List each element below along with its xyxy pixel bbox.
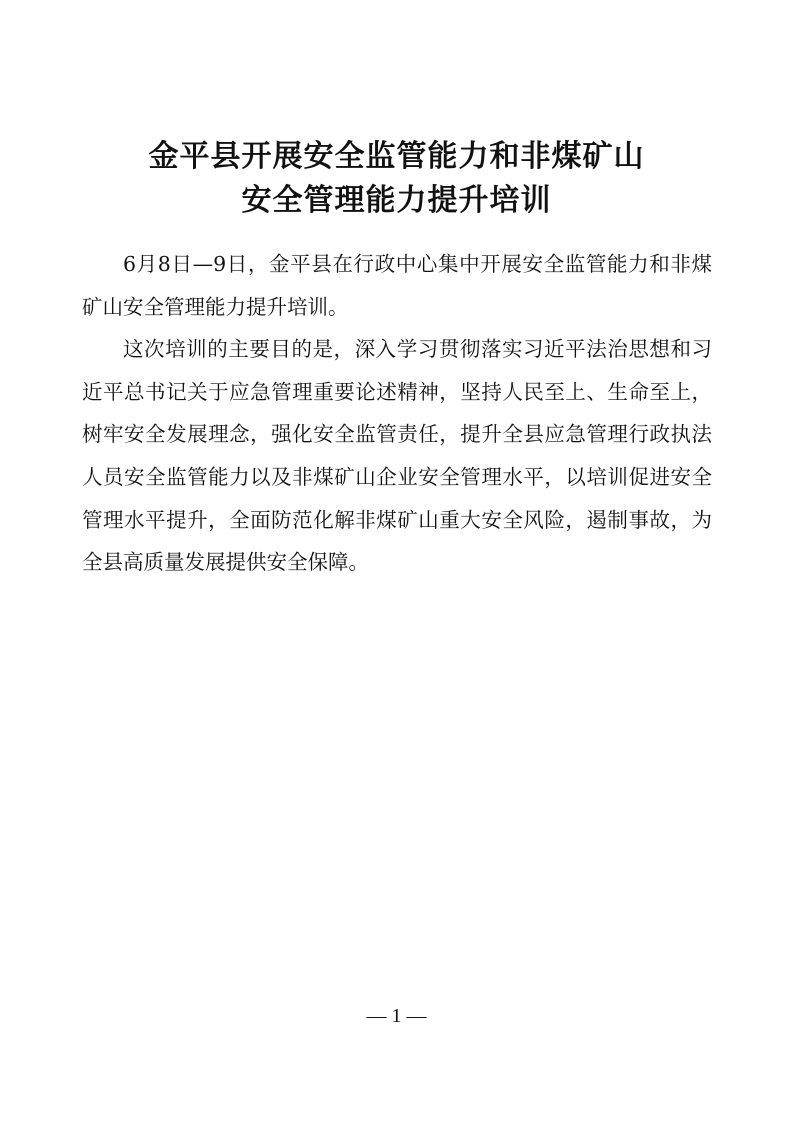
document-body <box>82 243 712 584</box>
page-number: — 1 — <box>366 1005 427 1027</box>
document-title <box>0 135 793 223</box>
title-line-2: 安全管理能力提升培训 <box>241 183 552 218</box>
title-line-1: 金平县开展安全监管能力和非煤矿山 <box>148 139 645 174</box>
paragraph-2: 这次培训的主要目的是，深入学习贯彻落实习近平法治思想和习近平总书记关于应急管理重要论述精神，坚持人民至上、生命至上，树牢安全发展理念，强化安全监管责任，提升全县应急管理行政执法人员安全监管能力以及非煤矿山企业安全管理水平，以培训促进安全管理水平提升，全面防范化解非煤矿山重大安全风险，遏制事故，为全县高质量发展提供安全保障。 <box>82 337 712 575</box>
paragraph-1: 6月8日—9日，金平县在行政中心集中开展安全监管能力和非煤矿山安全管理能力提升培训。 <box>82 252 712 319</box>
